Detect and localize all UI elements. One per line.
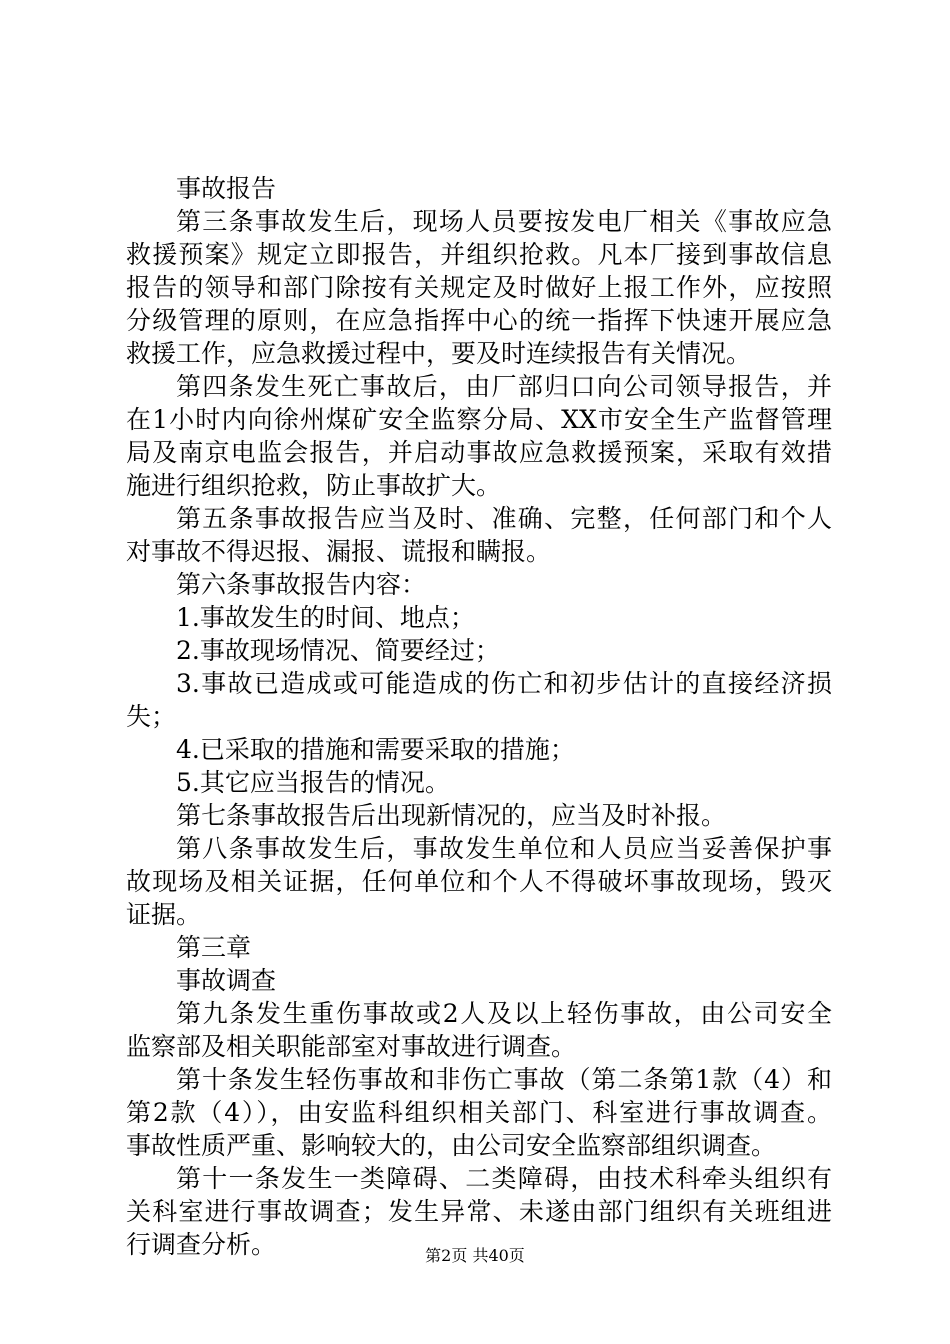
paragraph-line: 在1小时内向徐州煤矿安全监察分局、XX市安全生产监督管理 [126, 405, 832, 434]
page-footer [0, 1245, 950, 1267]
paragraph-line: 第十条发生轻伤事故和非伤亡事故（第二条第1款（4）和 [176, 1065, 832, 1094]
chapter-heading: 第三章 [176, 933, 252, 962]
paragraph-line: 救援预案》规定立即报告，并组织抢救。凡本厂接到事故信息 [126, 240, 832, 269]
list-item: 3.事故已造成或可能造成的伤亡和初步估计的直接经济损 [176, 669, 832, 698]
paragraph-line: 第三条事故发生后，现场人员要按发电厂相关《事故应急 [176, 207, 832, 236]
paragraph-line: 报告的领导和部门除按有关规定及时做好上报工作外，应按照 [126, 273, 832, 302]
paragraph-line: 监察部及相关职能部室对事故进行调查。 [126, 1032, 577, 1061]
list-item: 4.已采取的措施和需要采取的措施； [176, 735, 575, 764]
paragraph-line: 证据。 [126, 900, 202, 929]
paragraph-line: 关科室进行事故调查；发生异常、未遂由部门组织有关班组进 [126, 1197, 832, 1226]
section-heading: 事故报告 [176, 174, 277, 203]
paragraph-line: 施进行组织抢救，防止事故扩大。 [126, 471, 502, 500]
paragraph-line: 救援工作，应急救援过程中，要及时连续报告有关情况。 [126, 339, 752, 368]
list-item: 2.事故现场情况、简要经过； [176, 636, 500, 665]
paragraph-line: 行调查分析。 [126, 1230, 277, 1259]
paragraph-line: 第八条事故发生后，事故发生单位和人员应当妥善保护事 [176, 834, 832, 863]
paragraph-line: 第六条事故报告内容： [176, 570, 427, 599]
paragraph-line: 第五条事故报告应当及时、准确、完整，任何部门和个人 [176, 504, 832, 533]
paragraph-line: 故现场及相关证据，任何单位和个人不得破坏事故现场，毁灭 [126, 867, 832, 896]
list-item: 1.事故发生的时间、地点； [176, 603, 475, 632]
paragraph-line: 对事故不得迟报、漏报、谎报和瞒报。 [126, 537, 552, 566]
page-number: 第2页 共40页 [425, 1246, 525, 1265]
list-item: 5.其它应当报告的情况。 [176, 768, 450, 797]
paragraph-line: 局及南京电监会报告，并启动事故应急救援预案，采取有效措 [126, 438, 832, 467]
paragraph-line: 分级管理的原则，在应急指挥中心的统一指挥下快速开展应急 [126, 306, 832, 335]
paragraph-line: 事故性质严重、影响较大的，由公司安全监察部组织调查。 [126, 1131, 777, 1160]
paragraph-line: 第2款（4）），由安监科组织相关部门、科室进行事故调查。 [126, 1098, 832, 1127]
list-item-continuation: 失； [126, 702, 177, 731]
paragraph-line: 第四条发生死亡事故后，由厂部归口向公司领导报告，并 [176, 372, 832, 401]
section-heading: 事故调查 [176, 966, 277, 995]
paragraph-line: 第七条事故报告后出现新情况的，应当及时补报。 [176, 801, 727, 830]
paragraph-line: 第十一条发生一类障碍、二类障碍，由技术科牵头组织有 [176, 1164, 832, 1193]
paragraph-line: 第九条发生重伤事故或2人及以上轻伤事故，由公司安全 [176, 999, 832, 1028]
document-body [126, 172, 832, 1261]
